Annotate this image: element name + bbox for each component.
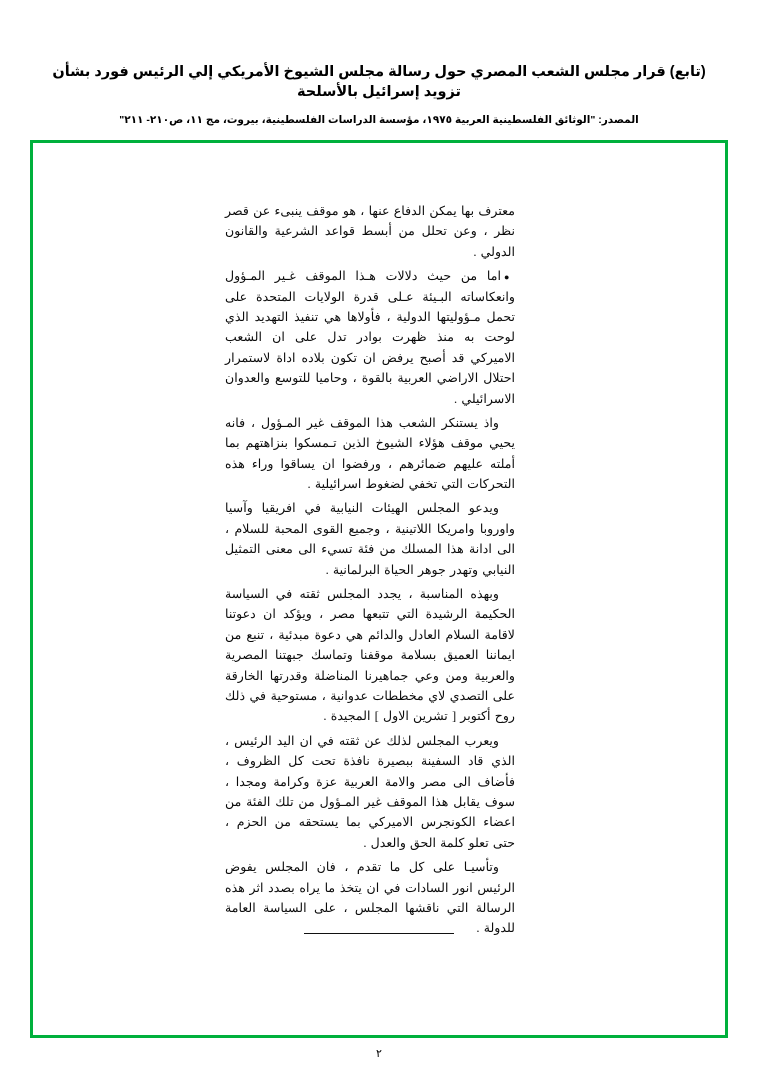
page-title: (تابع) قرار مجلس الشعب المصري حول رسالة مجلس الشيوخ الأمريكي إلي الرئيس فورد بشأن تزويد إسرائيل بالأسلحة <box>52 64 706 101</box>
paragraph: وتأسيـا على كل ما تقدم ، فان المجلس يفوض الرئيس انور السادات في ان يتخذ ما يراه بصدد اثر هذه الرسالة التي ناقشها المجلس ، على السياسة العامة للدولة . <box>225 860 515 936</box>
document-header <box>0 0 758 128</box>
paragraph: ويعرب المجلس لذلك عن ثقته في ان اليد الرئيس ، الذي قاد السفينة ببصيرة نافذة تحت كل الظروف ، فأضاف الى مصر والامة العربية عزة وكرامة ومجدا ، سوف يقابل هذا الموقف غير المـؤول من تلك الفئة من اعضاء الكونجرس الاميركي بما يستحقه من الحزم ، حتى تعلو كلمة الحق والعدل . <box>225 733 515 850</box>
paragraph: وبهذه المناسبة ، يجدد المجلس ثقته في السياسة الحكيمة الرشيدة التي تتبعها مصر ، ويؤكد ان دعوتنا لاقامة السلام العادل والدائم هي دعوة مبدئية ، تنبع من ايماننا العميق بسلامة موقفنا وتماسك جبهتنا المصرية والعربية ومن وعي جماهيرنا المناضلة وقدرتها الخارقة على التصدي لاي مخططات عدوانية ، مستوحية في ذلك روح أكتوبر [ تشرين الاول ] المجيدة . <box>225 587 515 724</box>
horizontal-rule <box>304 933 454 934</box>
paragraph: معترف بها يمكن الدفاع عنها ، هو موقف ينبىء عن قصر نظر ، وعن تحلل من أبسط قواعد الشرعية والقانون الدولي . <box>225 204 515 259</box>
paragraph-bulleted: ● اما من حيث دلالات هـذا الموقف غـير المـؤول وانعكاساته البـيئة عـلى قدرة الولايات المتحدة على تحمل مـؤوليتها الدولية ، فأولاها هي تنفيذ التهديد الذي لوحت به منذ ظهرت بوادر تدل على ان الشعب الاميركي قد أصبح يرفض ان تكون بلاده اداة لاستمرار احتلال الاراضي العربية بالقوة ، وحاميا للتوسع والعدوان الاسرائيلي . <box>225 266 515 409</box>
document-body <box>225 201 515 943</box>
source-line: المصدر: "الوثائق الفلسطينية العربية ١٩٧٥، مؤسسة الدراسات الفلسطينية، بيروت، مج ١١، ص٢١٠- ٢١١" <box>119 113 639 126</box>
content-frame <box>30 140 728 1038</box>
page-number: ٢ <box>376 1048 382 1060</box>
paragraph: واذ يستنكر الشعب هذا الموقف غير المـؤول ، فانه يحيي موقف هؤلاء الشيوخ الذين تـمسكوا بنزاهتهم بما أملته عليهم ضمائرهم ، ورفضوا ان يساقوا وراء هذه التحركات التي تخفي لضغوط اسرائيلية . <box>225 415 515 492</box>
paragraph: ويدعو المجلس الهيئات النيابية في افريقيا وآسيا واوروبا وامريكا اللاتينية ، وجميع القوى المحبة للسلام ، الى ادانة هذا المسلك من فئة تسيء الى معنى التمثيل النيابي وتهدر جوهر الحياة البرلمانية . <box>225 501 515 577</box>
